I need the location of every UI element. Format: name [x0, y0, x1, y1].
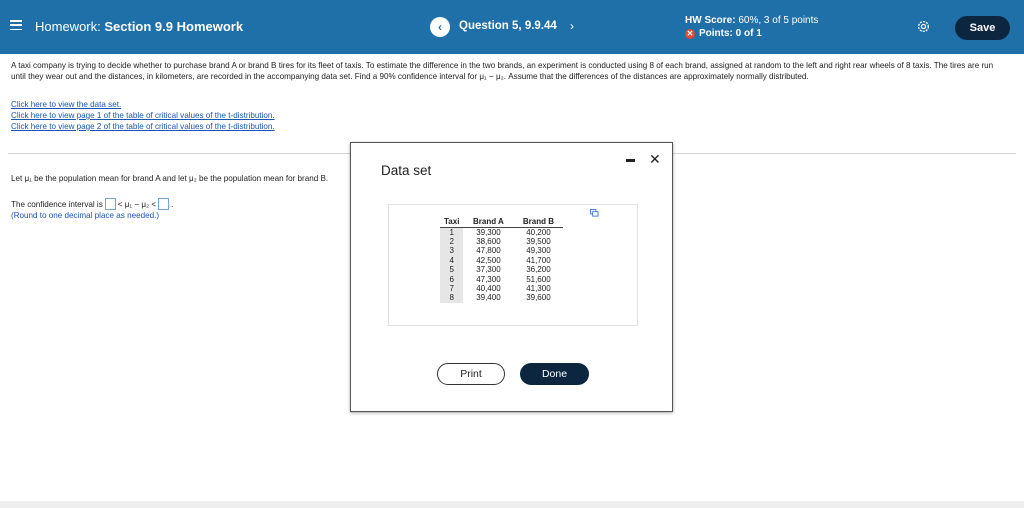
done-button[interactable]: Done	[520, 363, 589, 385]
brand-a-cell: 39,300	[476, 227, 501, 237]
table-header-row	[440, 216, 563, 227]
brand-a-cell: 47,800	[476, 246, 501, 256]
taxi-cell: 3	[440, 246, 463, 255]
brand-b-cell: 49,300	[526, 246, 551, 256]
taxi-cell: 2	[440, 237, 463, 246]
points-label: Points: 0 of 1	[699, 28, 762, 39]
question-label[interactable]: Question 5, 9.9.44	[459, 20, 557, 32]
save-button[interactable]: Save	[955, 16, 1010, 40]
resource-links	[11, 99, 275, 132]
round-note: (Round to one decimal place as needed.)	[11, 211, 160, 220]
ci-prefix: The confidence interval is	[11, 199, 103, 209]
brand-b-cell: 39,600	[526, 293, 551, 303]
homework-title	[35, 19, 243, 34]
previous-question-button[interactable]: ‹	[430, 17, 450, 37]
taxi-cell: 1	[440, 227, 463, 237]
upper-bound-input[interactable]	[158, 198, 169, 210]
brand-a-cell: 39,400	[476, 293, 501, 303]
table-row	[440, 256, 563, 265]
minimize-icon[interactable]	[626, 159, 635, 162]
hw-score	[685, 15, 818, 26]
brand-a-cell: 40,400	[476, 283, 501, 293]
gear-icon[interactable]	[916, 19, 931, 34]
brand-b-cell: 36,200	[526, 265, 551, 275]
print-button[interactable]: Print	[437, 363, 505, 385]
bottom-bar	[0, 501, 1024, 508]
column-header-brand-a: Brand A	[463, 216, 513, 227]
t-table-page2-link[interactable]: Click here to view page 2 of the table of critical values of the t-distribution.	[11, 122, 275, 131]
homework-title-prefix: Homework:	[35, 19, 105, 34]
brand-a-cell: 37,300	[476, 265, 501, 275]
close-icon[interactable]: ✕	[649, 151, 661, 167]
top-bar	[0, 0, 1024, 54]
taxi-cell: 6	[440, 275, 463, 284]
question-text: A taxi company is trying to decide whether to purchase brand A or brand B tires for its fleet of taxis. To estimate the difference in the two brands, an experiment is conducted using 8 of each brand, assigned at random to the left and right rear wheels of 8 taxis. The tires are run until they wear out and the distances, in kilometers, are recorded in the accompanying data set. Find a 90% confidence interval for μ₁ − μ₂. Assume that the differences of the distances are approximately normally distributed.	[11, 61, 994, 81]
table-row	[440, 275, 563, 284]
brand-b-cell: 39,500	[526, 236, 551, 246]
brand-a-cell: 47,300	[476, 274, 501, 284]
ci-middle: < μ₁ − μ₂ <	[117, 199, 157, 209]
data-set-modal	[350, 142, 673, 412]
data-set-link[interactable]: Click here to view the data set.	[11, 100, 122, 109]
table-row	[440, 227, 563, 237]
next-question-button[interactable]: ›	[570, 19, 574, 33]
taxi-cell: 8	[440, 293, 463, 302]
taxi-cell: 7	[440, 284, 463, 293]
brand-b-cell: 41,700	[526, 255, 551, 265]
taxi-cell: 5	[440, 265, 463, 274]
homework-title-name: Section 9.9 Homework	[104, 19, 244, 34]
modal-title: Data set	[381, 163, 432, 178]
table-row	[440, 237, 563, 246]
brand-b-cell: 40,200	[526, 227, 551, 237]
brand-a-cell: 38,600	[476, 236, 501, 246]
lower-bound-input[interactable]	[105, 198, 116, 210]
hw-score-value: 60%, 3 of 5 points	[735, 15, 819, 26]
brand-b-cell: 41,300	[526, 283, 551, 293]
menu-icon[interactable]	[10, 20, 22, 30]
taxi-cell: 4	[440, 256, 463, 265]
brand-b-cell: 51,600	[526, 274, 551, 284]
confidence-interval-line	[11, 198, 173, 210]
column-header-brand-b: Brand B	[513, 216, 563, 227]
ci-suffix: .	[171, 199, 174, 209]
table-row	[440, 246, 563, 255]
incorrect-icon: ✕	[686, 28, 694, 38]
table-row	[440, 293, 563, 302]
data-table	[440, 216, 563, 303]
table-row	[440, 284, 563, 293]
data-table-panel	[388, 204, 638, 326]
copy-icon[interactable]	[590, 209, 599, 217]
t-table-page1-link[interactable]: Click here to view page 1 of the table of critical values of the t-distribution.	[11, 111, 275, 120]
let-statement: Let μ₁ be the population mean for brand A and let μ₂ be the population mean for brand B.	[11, 174, 329, 183]
table-row	[440, 265, 563, 274]
brand-a-cell: 42,500	[476, 255, 501, 265]
points-status	[685, 28, 762, 39]
column-header-taxi: Taxi	[440, 216, 463, 227]
hw-score-label: HW Score:	[685, 15, 736, 26]
